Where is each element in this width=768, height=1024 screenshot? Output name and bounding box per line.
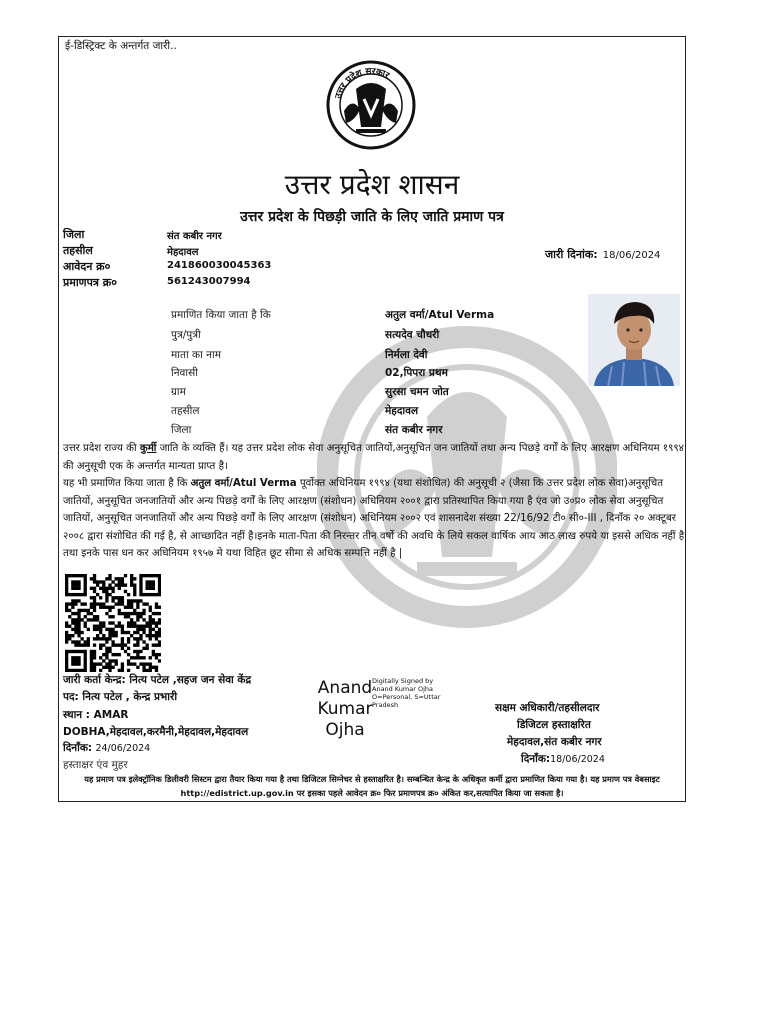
issue-date-value: 18/06/2024 — [602, 250, 661, 261]
sig-name-line3: Ojha — [325, 720, 365, 740]
authority-title: सक्षम अधिकारी/तहसीलदार — [495, 702, 600, 714]
tehsil-value: मेहदावल — [167, 247, 199, 258]
applicant-name: अतुल वर्मा/Atul Verma — [190, 478, 297, 489]
caste-name: कुर्मी — [139, 443, 157, 454]
sig-name-line2: Kumar — [317, 699, 373, 719]
issue-date-label: जारी दिनांक: — [545, 248, 598, 261]
detail-value: 02,पिपरा प्रथम — [385, 367, 448, 379]
authority-signed: डिजिटल हस्ताक्षरित — [517, 719, 591, 731]
district-label: जिला — [63, 228, 85, 241]
para1-pre: उत्तर प्रदेश राज्य की — [63, 443, 140, 454]
up-state-emblem-icon — [326, 59, 416, 151]
digital-signature-note: Digitally Signed by Anand Kumar Ojha O=Personal, S=Uttar Pradesh — [372, 677, 441, 709]
title-sub: उत्तर प्रदेश के पिछड़ी जाति के लिए जाति प्रमाण पत्र — [240, 209, 504, 225]
issuer-date — [63, 741, 150, 755]
tehsil-label: तहसील — [63, 244, 93, 257]
emblem-text: उत्तर प्रदेश सरकार — [333, 66, 391, 100]
authority-location: मेहदावल,संत कबीर नगर — [507, 736, 602, 748]
digital-signature-name — [315, 678, 375, 741]
detail-label: माता का नाम — [171, 349, 221, 361]
authority-date — [521, 752, 605, 766]
para2-post: पूर्वोक्त अधिनियम १९९४ (यथा संशोधित) की अनुसूची २ (जैसा कि उत्तर प्रदेश लोक सेवा)अनुसूचित जातियों, अनुसूचित जनजातियों और अन्य पिछड़े वर्गों के लिए आरक्षण (संशोधन) अधिनियम २००१ द्वारा प्रतिस्थापित किया गया है एंव जो उ०प्र० लोक सेवा अनुसूचित जातियों, अनुसूचित जनजातियों और अन्य पिछड़े वर्गों के लिए आरक्षण (संशोधन) अधिनियम २००२ एवं शासनादेश संख्या 22/16/92 टी० सी०-III , दिनाँक २० अक्टूबर २००८ द्वारा संशोधित की गई है, से आच्छादित नहीं है।इनके माता-पिता की निरन्तर तीन वर्षो की अवधि के लिये सकल वार्षिक आय आठ लाख रुपये या इससे अधिक नहीं है तथा इनके पास धन कर अधिनियम १९५७ मे यथा विहित छूट सीमा से अधिक सम्पत्ति नहीं है | — [63, 478, 685, 559]
issuer-date-label: दिनाँक: — [63, 742, 93, 754]
detail-value: सुरसा चमन जोत — [385, 386, 449, 398]
authority-date-label: दिनाँक: — [521, 753, 551, 765]
issuer-date-value: 24/06/2024 — [95, 743, 151, 754]
person-photo-icon — [588, 294, 680, 386]
detail-value: संत कबीर नगर — [385, 424, 443, 436]
detail-value: मेहदावल — [385, 405, 419, 417]
applicant-photo — [588, 294, 680, 386]
application-label: आवेदन क्र० — [63, 260, 111, 273]
authority-date-value: 18/06/2024 — [550, 754, 605, 765]
para1-post: जाति के व्यक्ति हैं। यह उत्तर प्रदेश लोक सेवा अनुसूचित जातियों,अनुसूचित जन जातियों तथा अन्य पिछड़े वर्गों के लिए आरक्षण अधिनियम १९९४ की अनुसूची एक के अन्तर्गत मान्यता प्राप्त है। — [63, 443, 684, 472]
footer-note: यह प्रमाण पत्र इलेक्ट्रॉनिक डिलीवरी सिस्टम द्वारा तैयार किया गया है तथा डिजिटल सिग्नेचर से हस्ताक्षरित है। सम्बन्धित केन्द्र के अधिकृत कर्मी द्वारा प्रमाणित किया गया है। यह प्रमाण पत्र वेबसाइट http://edistrict.up.gov.in पर इसका पहले आवेदन क्र० फिर प्रमाणपत्र क्र० अंकित कर,सत्यापित किया जा सकता है। — [84, 774, 660, 798]
certificate-value: 561243007994 — [167, 276, 251, 287]
caste-paragraph — [63, 440, 685, 475]
district-value: संत कबीर नगर — [167, 231, 222, 242]
detail-label: ग्राम — [171, 386, 186, 398]
header-note: ई-डिस्ट्रिक्ट के अन्तर्गत जारी.. — [65, 40, 177, 52]
detail-label: प्रमाणित किया जाता है कि — [171, 309, 271, 321]
para2-pre: यह भी प्रमाणित किया जाता है कि — [63, 478, 191, 489]
title-main: उत्तर प्रदेश शासन — [284, 168, 460, 201]
seal-note: हस्ताक्षर एंव मुहर — [63, 759, 128, 771]
detail-value: निर्मला देवी — [385, 349, 428, 361]
issue-date — [545, 243, 660, 262]
issuer-post: पद: नित्य पटेल , केन्द्र प्रभारी — [63, 691, 178, 703]
detail-label: निवासी — [171, 367, 198, 379]
qr-code-icon — [65, 574, 161, 672]
detail-value: सत्यदेव चौधरी — [385, 329, 440, 341]
certificate-label: प्रमाणपत्र क्र० — [63, 276, 117, 289]
detail-label: पुत्र/पुत्री — [171, 329, 201, 341]
issuer-place-line2: DOBHA,मेहदावल,करमैनी,मेहदावल,मेहदावल — [63, 726, 249, 738]
issuer-center: जारी कर्ता केन्द्र: नित्य पटेल ,सहज जन सेवा केंद्र — [63, 674, 252, 686]
certification-paragraph — [63, 475, 685, 563]
sig-name-line1: Anand — [317, 678, 373, 698]
detail-label: तहसील — [171, 405, 200, 417]
detail-label: जिला — [171, 424, 192, 436]
detail-value: अतुल वर्मा/Atul Verma — [385, 309, 495, 321]
certificate-frame — [58, 36, 686, 802]
issuer-place-line1: स्थान : AMAR — [63, 709, 129, 721]
application-value: 241860030045363 — [167, 260, 272, 271]
